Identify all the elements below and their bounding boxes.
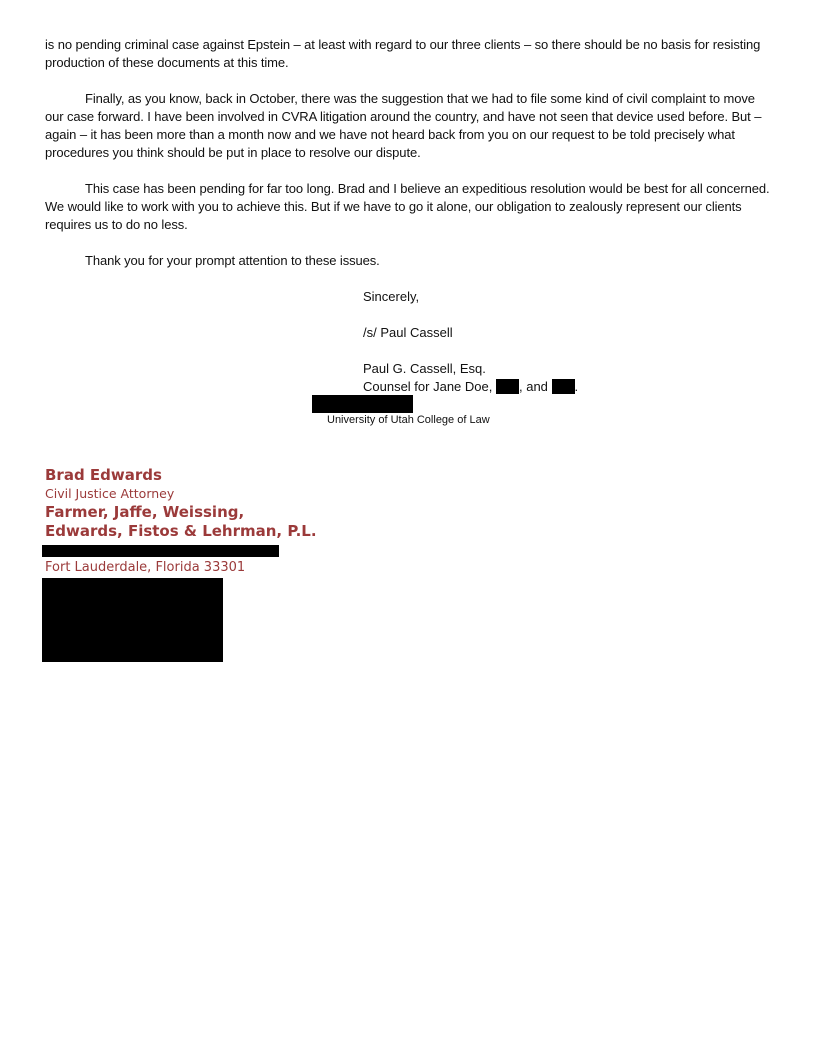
paragraph-thanks: Thank you for your prompt attention to these issues. (85, 253, 380, 268)
closing-institution: University of Utah College of Law (327, 414, 490, 426)
redacted-contact-block (42, 578, 223, 662)
firm-city-line: Fort Lauderdale, Florida 33301 (45, 560, 246, 575)
second-signature-title: Civil Justice Attorney (45, 486, 175, 501)
counsel-and: , and (518, 379, 548, 394)
counsel-prefix: Counsel for Jane Doe, (363, 379, 493, 394)
counsel-period: . (574, 379, 579, 394)
paragraph-resolution: This case has been pending for far too long. Brad and I believe an expeditious resolution would be best for all concerned. We would like to work with you to achieve this. But if we have to go it alone, our obligation to zealously represent our clients requires us to do no less. (45, 181, 770, 232)
closing-salutation: Sincerely, (363, 289, 420, 304)
redacted-address (42, 545, 279, 557)
paragraph-civil-complaint: Finally, as you know, back in October, there was the suggestion that we had to file some kind of civil complaint to move our case forward. I have been involved in CVRA litigation around the country, and have not seen that device used before. But – again – it has been more than a month now and we have not heard back from you on our request to be told precisely what procedures you think should be put in place to resolve our dispute. (45, 91, 762, 160)
redacted-client-name (496, 379, 519, 394)
firm-name-line-2: Edwards, Fistos & Lehrman, P.L. (45, 522, 317, 540)
redacted-client-name (552, 379, 575, 394)
firm-name-line-1: Farmer, Jaffe, Weissing, (45, 503, 245, 521)
paragraph-production: is no pending criminal case against Epstein – at least with regard to our three clients – so there should be no basis for resisting production of these documents at this time. (45, 37, 761, 70)
closing-signature: /s/ Paul Cassell (363, 325, 453, 340)
second-signature-name: Brad Edwards (45, 466, 162, 484)
closing-name: Paul G. Cassell, Esq. (363, 361, 486, 376)
counsel-line (363, 378, 578, 396)
redacted-block (312, 395, 413, 413)
